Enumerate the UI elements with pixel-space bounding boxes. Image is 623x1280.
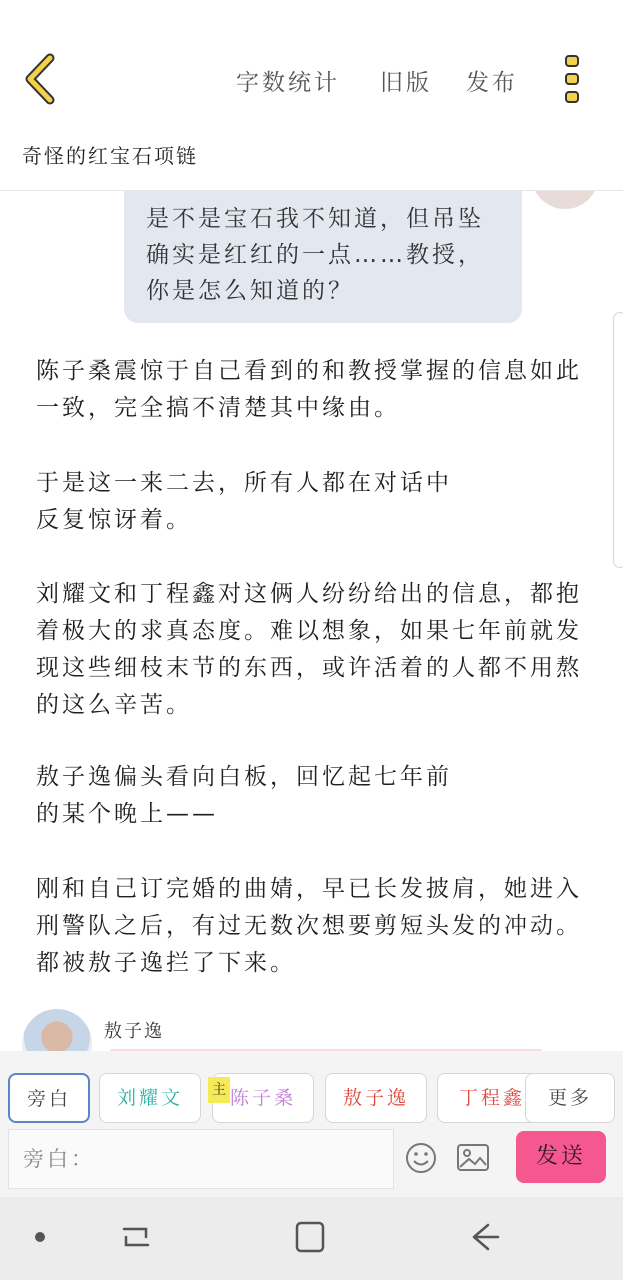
send-button[interactable]: 发送: [516, 1131, 606, 1183]
dot-button[interactable]: [18, 1215, 62, 1259]
smiley-icon: [404, 1141, 438, 1175]
speaker-name: 敖子逸: [104, 1021, 164, 1042]
back-button[interactable]: [18, 52, 68, 106]
recent-apps-button[interactable]: [114, 1215, 158, 1259]
composer: [0, 1127, 623, 1197]
image-icon: [455, 1141, 491, 1175]
back-arrow-icon: [462, 1215, 506, 1259]
character-tabs: [0, 1051, 623, 1127]
chevron-left-icon: [18, 52, 68, 106]
story-title[interactable]: 奇怪的红宝石项链: [22, 144, 198, 168]
tab-liu-yaowen[interactable]: [99, 1073, 201, 1123]
avatar[interactable]: [532, 191, 598, 209]
word-count-button[interactable]: 字数统计: [236, 70, 340, 96]
more-options-button[interactable]: [558, 52, 588, 106]
tab-narrator[interactable]: [8, 1073, 90, 1123]
tab-label: 丁程鑫: [458, 1087, 525, 1109]
tab-label: 旁白: [26, 1088, 71, 1110]
home-icon: [288, 1215, 332, 1259]
old-version-button[interactable]: 旧版: [380, 70, 432, 96]
three-dots-vertical-icon: [558, 52, 588, 106]
tab-label: 敖子逸: [342, 1087, 409, 1109]
dot-icon: [18, 1215, 62, 1259]
avatar[interactable]: [22, 1009, 92, 1051]
image-button[interactable]: [455, 1141, 491, 1175]
tab-label: 陈子桑: [229, 1087, 296, 1109]
tab-label: 刘耀文: [116, 1087, 183, 1109]
publish-button[interactable]: 发布: [466, 70, 518, 96]
scrollbar[interactable]: [613, 312, 623, 568]
narration-paragraph[interactable]: 陈子桑震惊于自己看到的和教授掌握的信息如此一致，完全搞不清楚其中缘由。: [36, 358, 582, 421]
message-input[interactable]: 旁白：: [8, 1129, 394, 1189]
top-bar: [0, 0, 623, 135]
narration-paragraph[interactable]: 刚和自己订完婚的曲婧，早已长发披肩，她进入刑警队之后，有过无数次想要剪短头发的冲动。都被敖子逸拦了下来。: [36, 876, 582, 976]
narration-paragraph[interactable]: 敖子逸偏头看向白板，回忆起七年前 的某个晚上——: [36, 764, 452, 827]
chat-content[interactable]: [0, 191, 623, 1051]
back-nav-button[interactable]: [462, 1215, 506, 1259]
narration-paragraph[interactable]: 刘耀文和丁程鑫对这俩人纷纷给出的信息，都抱着极大的求真态度。难以想象，如果七年前就发现这些细枝末节的东西，或许活着的人都不用熬的这么辛苦。: [36, 581, 582, 718]
host-badge: 主: [208, 1077, 230, 1103]
emoji-button[interactable]: [404, 1141, 438, 1175]
narration-paragraph[interactable]: 于是这一来二去，所有人都在对话中 反复惊讶着。: [36, 470, 452, 533]
tab-label: 更多: [547, 1087, 592, 1109]
more-characters-button[interactable]: [525, 1073, 615, 1123]
system-nav-bar: [0, 1197, 623, 1280]
tab-ao-ziyi[interactable]: [325, 1073, 427, 1123]
chat-bubble[interactable]: [124, 191, 522, 323]
recent-apps-icon: [114, 1215, 158, 1259]
chat-bubble-text: 是不是宝石我不知道，但吊坠确实是红红的一点……教授，你是怎么知道的？: [146, 206, 484, 304]
home-button[interactable]: [288, 1215, 332, 1259]
